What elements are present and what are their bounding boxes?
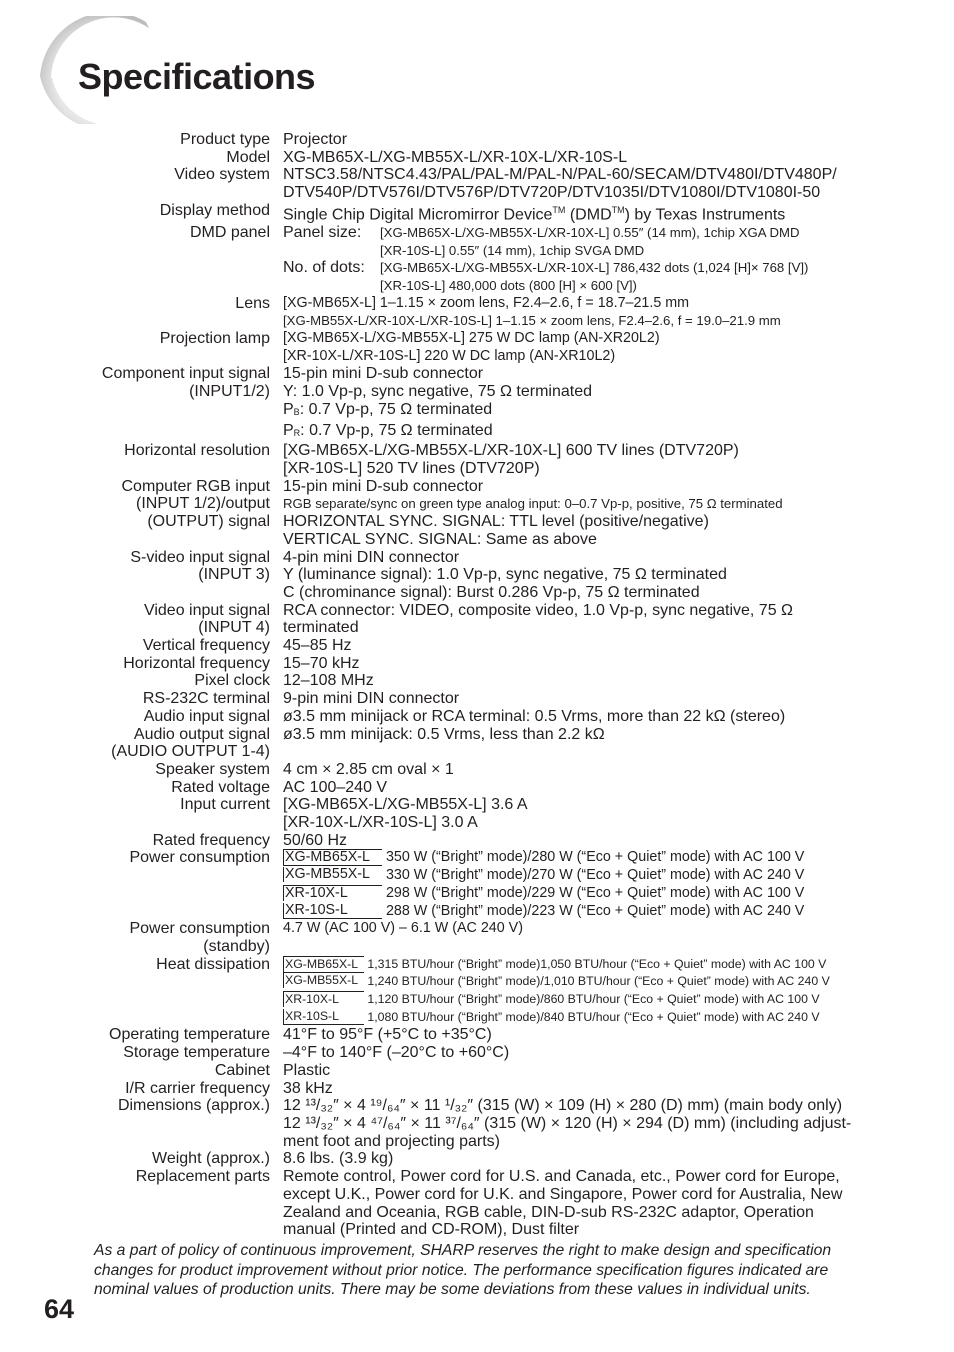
spec-row-lens <box>70 295 885 330</box>
specifications-list <box>70 131 885 1239</box>
spec-value <box>283 549 885 602</box>
spec-value <box>283 202 885 224</box>
spec-row-horizontal-resolution <box>70 442 885 477</box>
spec-line <box>283 867 885 885</box>
spec-line: RGB separate/sync on green type analog input: 0–0.7 Vp-p, positive, 75 Ω terminated <box>283 496 783 512</box>
spec-text: [XG-MB65X-L/XG-MB55X-L/XR-10X-L] 786,432 dots (1,024 [H]× 768 [V]) <box>380 260 809 276</box>
spec-line <box>283 259 885 277</box>
page-title: Specifications <box>78 56 316 97</box>
spec-label: Weight (approx.) <box>152 1150 270 1168</box>
spec-value: 15–70 kHz <box>283 654 360 672</box>
subscript: R <box>293 427 301 438</box>
spec-label: Operating temperature <box>109 1026 270 1044</box>
spec-row-model <box>70 149 885 167</box>
spec-label: Horizontal frequency <box>123 654 270 672</box>
spec-label-line: (AUDIO OUTPUT 1-4) <box>111 743 270 761</box>
spec-row-s-video <box>70 549 885 602</box>
spec-line: [XG-MB65X-L] 1–1.15 × zoom lens, F2.4–2.6, f = 18.7–21.5 mm <box>283 294 690 311</box>
spec-label: Model <box>226 148 270 166</box>
spec-label-line: (INPUT1/2) <box>189 383 270 401</box>
spec-row-operating-temperature <box>70 1026 885 1044</box>
spec-line <box>283 991 885 1009</box>
spec-value: 41°F to 95°F (+5°C to +35°C) <box>283 1026 492 1044</box>
spec-value: 4 cm × 2.85 cm oval × 1 <box>283 760 454 778</box>
spec-row-rs232c <box>70 690 885 708</box>
spec-line: HORIZONTAL SYNC. SIGNAL: TTL level (positive/negative) <box>283 513 709 531</box>
spec-line: VERTICAL SYNC. SIGNAL: Same as above <box>283 530 597 548</box>
spec-label <box>70 602 270 637</box>
spec-text: : 0.7 Vp-p, 75 Ω terminated <box>300 421 493 439</box>
trademark-mark: TM <box>552 204 566 215</box>
spec-row-video-input <box>70 602 885 637</box>
spec-row-rated-frequency <box>70 832 885 850</box>
spec-label: Video system <box>174 166 270 184</box>
spec-line: 15-pin mini D-sub connector <box>283 477 484 495</box>
spec-line <box>283 401 885 422</box>
spec-label-line: S-video input signal <box>130 548 270 566</box>
spec-value <box>283 442 885 477</box>
spec-label: Pixel clock <box>194 672 270 690</box>
spec-row-rated-voltage <box>70 779 885 797</box>
spec-row-pixel-clock <box>70 672 885 690</box>
spec-label <box>70 726 270 761</box>
spec-line: 12 ¹³/₃₂″ × 4 ⁴⁷/₆₄″ × 11 ³⁷/₆₄″ (315 (W) × 120 (H) × 294 (D) mm) (including adjust- <box>283 1115 852 1132</box>
spec-label <box>70 920 270 955</box>
spec-line: RCA connector: VIDEO, composite video, 1.0 Vp-p, sync negative, 75 Ω <box>283 601 793 619</box>
spec-label: I/R carrier frequency <box>125 1079 270 1097</box>
spec-label-line: (OUTPUT) signal <box>147 513 270 531</box>
spec-value <box>283 1168 885 1239</box>
spec-value: ø3.5 mm minijack: 0.5 Vrms, less than 2.2 kΩ <box>283 725 605 743</box>
spec-text: 288 W (“Bright” mode)/223 W (“Eco + Quiet” mode) with AC 240 V <box>385 902 805 919</box>
spec-text: 1,240 BTU/hour (“Bright” mode)/1,010 BTU/hour (“Eco + Quiet” mode) with AC 240 V <box>367 974 830 989</box>
spec-row-power-consumption <box>70 849 885 920</box>
spec-row-replacement-parts <box>70 1168 885 1239</box>
spec-value: 12–108 MHz <box>283 672 374 690</box>
spec-line <box>283 422 885 443</box>
spec-line: except U.K., Power cord for U.K. and Singapore, Power cord for Australia, New <box>283 1185 843 1203</box>
spec-text: P <box>283 421 294 439</box>
spec-key: No. of dots: <box>283 259 365 277</box>
spec-line: [XR-10S-L] 0.55″ (14 mm), 1chip SVGA DMD <box>380 242 645 258</box>
spec-line: ment foot and projecting parts) <box>283 1132 501 1150</box>
spec-line <box>283 885 885 903</box>
spec-row-computer-rgb <box>70 478 885 549</box>
spec-label: Input current <box>180 796 270 814</box>
spec-label: DMD panel <box>189 223 270 241</box>
spec-row-dimensions <box>70 1097 885 1150</box>
spec-line: NTSC3.58/NTSC4.43/PAL/PAL-M/PAL-N/PAL-60/SECAM/DTV480I/DTV480P/ <box>283 166 837 184</box>
spec-line <box>283 1009 885 1027</box>
spec-value: AC 100–240 V <box>283 778 388 796</box>
spec-value: XG-MB65X-L/XG-MB55X-L/XR-10X-L/XR-10S-L <box>283 148 628 166</box>
spec-text: : 0.7 Vp-p, 75 Ω terminated <box>299 400 493 418</box>
spec-line: Y (luminance signal): 1.0 Vp-p, sync negative, 75 Ω terminated <box>283 566 727 584</box>
spec-line: 15-pin mini D-sub connector <box>283 365 484 383</box>
spec-row-speaker-system <box>70 761 885 779</box>
spec-label: Storage temperature <box>123 1044 270 1062</box>
spec-line <box>283 973 885 991</box>
spec-value <box>283 849 885 920</box>
spec-row-audio-input <box>70 708 885 726</box>
spec-text: [XG-MB65X-L/XG-MB55X-L/XR-10X-L] 0.55″ (14 mm), 1chip XGA DMD <box>380 224 800 240</box>
spec-line: [XG-MB65X-L/XG-MB55X-L] 275 W DC lamp (AN-XR20L2) <box>283 330 660 347</box>
model-bracket: XG-MB65X-L <box>283 849 382 866</box>
spec-value: ø3.5 mm minijack or RCA terminal: 0.5 Vrms, more than 22 kΩ (stereo) <box>283 707 786 725</box>
model-bracket: XR-10X-L <box>283 885 382 901</box>
spec-label: Replacement parts <box>135 1168 270 1186</box>
spec-label-line: Audio output signal <box>133 725 270 743</box>
spec-value: 4.7 W (AC 100 V) – 6.1 W (AC 240 V) <box>283 920 523 937</box>
footnote: As a part of policy of continuous improvement, SHARP reserves the right to make design and specification changes for product improvement without prior notice. The performance specification figures indicated are nominal values of production units. There may be some deviations from these values in individual units. <box>94 1242 832 1298</box>
spec-line <box>283 903 885 921</box>
spec-text: ) by Texas Instruments <box>624 206 786 224</box>
spec-value <box>283 166 885 201</box>
spec-line: [XR-10X-L/XR-10S-L] 3.0 A <box>283 814 478 832</box>
spec-label-line: Video input signal <box>143 601 270 619</box>
spec-line: DTV540P/DTV576I/DTV576P/DTV720P/DTV1035I/DTV1080I/DTV1080I-50 <box>283 184 821 202</box>
spec-text: 330 W (“Bright” mode)/270 W (“Eco + Quiet” mode) with AC 240 V <box>385 867 805 884</box>
spec-line: [XR-10S-L] 480,000 dots (800 [H] × 600 [V]) <box>380 277 637 293</box>
spec-line: 4-pin mini DIN connector <box>283 548 460 566</box>
spec-value <box>283 365 885 442</box>
model-bracket: XR-10X-L <box>283 991 364 1007</box>
spec-line: 12 ¹³/₃₂″ × 4 ¹⁹/₆₄″ × 11 ¹/₃₂″ (315 (W) × 109 (H) × 280 (D) mm) (main body only) <box>283 1097 843 1115</box>
spec-line: [XR-10S-L] 520 TV lines (DTV720P) <box>283 459 540 477</box>
spec-row-dmd-panel <box>70 224 885 295</box>
model-bracket: XG-MB65X-L <box>283 956 364 973</box>
spec-label: Speaker system <box>155 760 270 778</box>
spec-line: Y: 1.0 Vp-p, sync negative, 75 Ω terminated <box>283 383 593 401</box>
spec-value: 9-pin mini DIN connector <box>283 690 460 708</box>
spec-value <box>283 224 885 295</box>
spec-label-line: (standby) <box>203 937 270 955</box>
spec-label: Rated voltage <box>171 778 270 796</box>
spec-value: 8.6 lbs. (3.9 kg) <box>283 1150 394 1168</box>
spec-line: manual (Printed and CD-ROM), Dust filter <box>283 1221 580 1239</box>
spec-line: [XG-MB65X-L/XG-MB55X-L] 3.6 A <box>283 796 528 814</box>
spec-text: 350 W (“Bright” mode)/280 W (“Eco + Quiet” mode) with AC 100 V <box>385 849 805 866</box>
model-bracket: XR-10S-L <box>283 1009 364 1025</box>
spec-value: Plastic <box>283 1061 331 1079</box>
model-bracket: XG-MB55X-L <box>283 867 382 882</box>
spec-label <box>70 478 270 549</box>
spec-label-line: (INPUT 4) <box>198 619 270 637</box>
spec-value: Projector <box>283 131 348 148</box>
trademark-mark: TM <box>611 204 625 215</box>
spec-label: RS-232C terminal <box>142 690 270 708</box>
spec-value <box>283 295 885 330</box>
spec-line: Zealand and Oceania, RGB cable, DIN-D-sub RS-232C adaptor, Operation <box>283 1203 814 1221</box>
spec-row-power-standby <box>70 920 885 955</box>
spec-label: Horizontal resolution <box>124 442 270 460</box>
spec-label: Vertical frequency <box>142 637 270 655</box>
spec-line: terminated <box>283 619 359 637</box>
spec-value: 50/60 Hz <box>283 831 348 849</box>
spec-row-heat-dissipation <box>70 956 885 1027</box>
spec-row-cabinet <box>70 1062 885 1080</box>
spec-label: Lens <box>235 294 270 312</box>
spec-label: Rated frequency <box>152 831 270 849</box>
spec-row-projection-lamp <box>70 330 885 365</box>
spec-label: Audio input signal <box>143 707 270 725</box>
spec-value: 38 kHz <box>283 1079 333 1097</box>
spec-text: 1,315 BTU/hour (“Bright” mode)1,050 BTU/hour (“Eco + Quiet” mode) with AC 100 V <box>367 956 827 971</box>
spec-row-horizontal-frequency <box>70 655 885 673</box>
spec-label: Product type <box>180 131 270 148</box>
spec-text: (DMD <box>565 206 612 224</box>
spec-label: Dimensions (approx.) <box>117 1097 270 1115</box>
spec-value <box>283 330 885 365</box>
spec-row-storage-temperature <box>70 1044 885 1062</box>
spec-line <box>283 849 885 867</box>
spec-label-line: Computer RGB input <box>121 477 270 495</box>
model-bracket: XG-MB55X-L <box>283 973 364 988</box>
spec-label-line: (INPUT 1/2)/output <box>136 495 270 513</box>
spec-row-product-type <box>70 131 885 149</box>
spec-line <box>283 956 885 974</box>
spec-value <box>283 478 885 549</box>
model-bracket: XR-10S-L <box>283 903 382 919</box>
spec-row-vertical-frequency <box>70 637 885 655</box>
spec-value <box>283 956 885 1027</box>
spec-label <box>70 365 270 442</box>
spec-label-line: Component input signal <box>101 365 270 383</box>
spec-label-line: (INPUT 3) <box>198 566 270 584</box>
spec-line: Remote control, Power cord for U.S. and Canada, etc., Power cord for Europe, <box>283 1168 840 1186</box>
spec-text: 298 W (“Bright” mode)/229 W (“Eco + Quiet” mode) with AC 100 V <box>385 884 805 901</box>
subscript: B <box>293 406 300 417</box>
page-number: 64 <box>44 1294 75 1324</box>
spec-line: [XR-10X-L/XR-10S-L] 220 W DC lamp (AN-XR10L2) <box>283 347 616 364</box>
spec-label: Projection lamp <box>159 330 270 348</box>
spec-key: Panel size: <box>283 223 362 241</box>
spec-row-ir-carrier <box>70 1080 885 1098</box>
spec-value <box>283 796 885 831</box>
spec-text: 1,120 BTU/hour (“Bright” mode)/860 BTU/hour (“Eco + Quiet” mode) with AC 100 V <box>367 992 820 1007</box>
spec-label: Display method <box>159 201 270 219</box>
spec-label <box>70 549 270 602</box>
spec-row-audio-output <box>70 726 885 761</box>
spec-text: P <box>283 400 294 418</box>
spec-text: 1,080 BTU/hour (“Bright” mode)/840 BTU/hour (“Eco + Quiet” mode) with AC 240 V <box>367 1009 820 1024</box>
spec-line: [XG-MB65X-L/XG-MB55X-L/XR-10X-L] 600 TV lines (DTV720P) <box>283 442 739 460</box>
spec-value <box>283 602 885 637</box>
spec-value <box>283 1097 885 1150</box>
spec-label: Cabinet <box>214 1061 270 1079</box>
spec-line <box>283 224 885 242</box>
spec-value: –4°F to 140°F (–20°C to +60°C) <box>283 1044 510 1062</box>
spec-row-input-current <box>70 796 885 831</box>
spec-row-display-method <box>70 202 885 224</box>
spec-value: 45–85 Hz <box>283 637 352 655</box>
spec-row-weight <box>70 1150 885 1168</box>
spec-label: Heat dissipation <box>156 955 270 973</box>
spec-label: Power consumption <box>129 849 270 867</box>
spec-text: Single Chip Digital Micromirror Device <box>283 206 553 224</box>
spec-label-line: Power consumption <box>129 920 270 938</box>
spec-line: [XG-MB55X-L/XR-10X-L/XR-10S-L] 1–1.15 × zoom lens, F2.4–2.6, f = 19.0–21.9 mm <box>283 313 781 329</box>
spec-row-video-system <box>70 166 885 201</box>
spec-row-component-input <box>70 365 885 442</box>
spec-line: C (chrominance signal): Burst 0.286 Vp-p, 75 Ω terminated <box>283 583 700 601</box>
